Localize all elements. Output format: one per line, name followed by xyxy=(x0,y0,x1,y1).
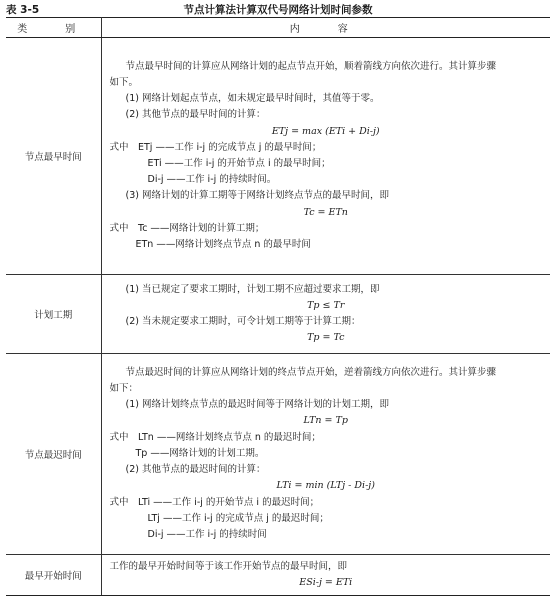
content-line: LTj ——工作 i-j 的完成节点 j 的最迟时间； xyxy=(147,512,329,524)
formula: LTi = min (LTj - Di-j) xyxy=(276,480,375,492)
content-line: (3) 网络计划的计算工期等于网络计划终点节点的最早时间，即 xyxy=(125,190,389,202)
content-line: ETn ——网络计划终点节点 n 的最早时间 xyxy=(135,239,311,251)
parameter-table xyxy=(6,17,550,596)
content-line: (2) 当未规定要求工期时，可令计划工期等于计算工期： xyxy=(125,316,361,327)
content-line: 式中 ETj ——工作 i-j 的完成节点 j 的最早时间； xyxy=(109,141,322,153)
content-line: Di-j ——工作 i-j 的持续时间 xyxy=(147,528,267,540)
table-caption xyxy=(6,2,550,16)
content-line: (1) 网络计划终点节点的最迟时间等于网络计划的计划工期，即 xyxy=(125,399,389,411)
content-line: 如下： xyxy=(109,383,139,395)
content-line: 工作的最早开始时间等于该工作开始节点的最早时间，即 xyxy=(109,561,348,572)
table-row xyxy=(6,275,550,354)
table-row xyxy=(6,38,550,275)
header-category: 类 别 xyxy=(6,18,101,38)
content-line: 节点最早时间的计算应从网络计划的起点节点开始，顺着箭线方向依次进行。其计算步骤 xyxy=(125,60,497,72)
content-line: Di-j ——工作 i-j 的持续时间。 xyxy=(147,174,277,186)
table-title: 节点计算法计算双代号网络计划时间参数 xyxy=(183,4,373,16)
row-content xyxy=(101,275,550,354)
formula: ETj = max (ETi + Di-j) xyxy=(271,125,380,137)
content-line: Tp ——网络计划的计划工期。 xyxy=(135,447,265,459)
content-line: 式中 Tc ——网络计划的计算工期； xyxy=(109,222,265,234)
table-number: 表 3-5 xyxy=(6,4,40,16)
row-content xyxy=(101,354,550,555)
content-line: 式中 LTi ——工作 i-j 的开始节点 i 的最迟时间； xyxy=(109,496,320,508)
header-content: 内 容 xyxy=(101,18,550,38)
content-line: 节点最迟时间的计算应从网络计划的终点节点开始，逆着箭线方向依次进行。其计算步骤 xyxy=(125,366,497,378)
formula: Tc = ETn xyxy=(303,206,348,218)
content-line: (2) 其他节点的最早时间的计算： xyxy=(125,109,266,121)
content-line: ETi ——工作 i-j 的开始节点 i 的最早时间； xyxy=(147,158,331,169)
content-line: (1) 网络计划起点节点，如未规定最早时间时，其值等于零。 xyxy=(125,93,380,105)
content-line: 式中 LTn ——网络计划终点节点 n 的最迟时间； xyxy=(109,431,321,443)
row-category: 计划工期 xyxy=(6,275,101,354)
content-line: (2) 其他节点的最迟时间的计算： xyxy=(125,464,266,476)
row-content xyxy=(101,555,550,596)
formula: LTn = Tp xyxy=(303,415,348,427)
row-category: 最早开始时间 xyxy=(6,555,101,596)
content-line: (1) 当已规定了要求工期时，计划工期不应超过要求工期，即 xyxy=(125,283,380,295)
content-line: 如下。 xyxy=(109,76,139,88)
formula: ESi-j = ETi xyxy=(299,577,353,589)
formula: Tp ≤ Tr xyxy=(307,299,345,311)
row-category: 节点最迟时间 xyxy=(6,354,101,555)
row-category: 节点最早时间 xyxy=(6,38,101,275)
table-row xyxy=(6,354,550,555)
row-content xyxy=(101,38,550,275)
formula: Tp = Tc xyxy=(307,332,345,344)
table-row xyxy=(6,555,550,596)
table-header-row xyxy=(6,18,550,38)
